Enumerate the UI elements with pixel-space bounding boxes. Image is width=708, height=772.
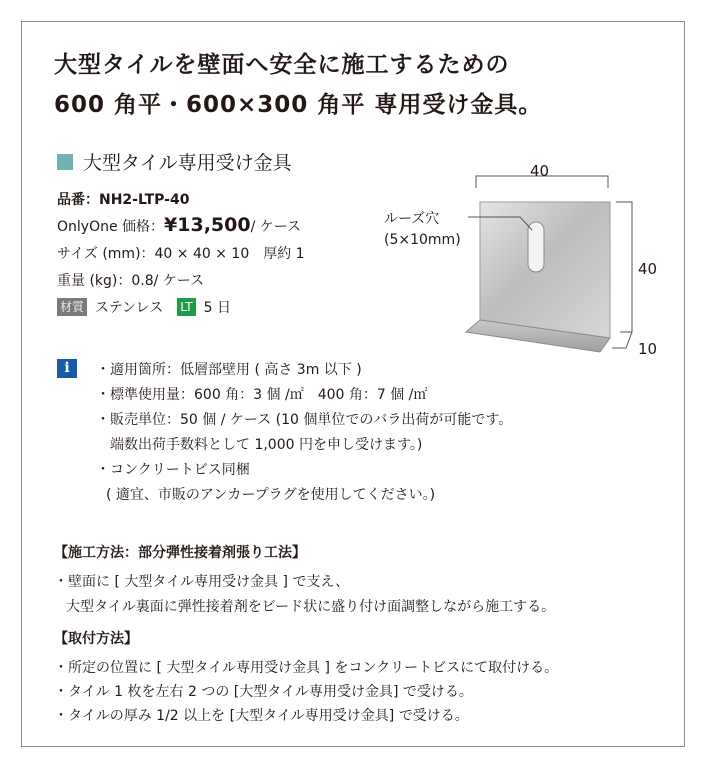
material-leadtime <box>57 297 231 317</box>
price-label: OnlyOne 価格： <box>57 219 165 235</box>
lead-time-badge: LT <box>177 298 195 316</box>
mounting-line: ・所定の位置に [ 大型タイル専用受け金具 ] をコンクリートビスにて取付ける。 <box>54 660 559 676</box>
hole-size-label: (5×10mm) <box>384 232 461 248</box>
price-line <box>57 214 301 236</box>
size-spec: サイズ (mm)：40 × 40 × 10 厚約 1 <box>57 246 305 262</box>
mounting-heading: 【取付方法】 <box>54 631 138 647</box>
material-value: ステンレス <box>95 300 164 316</box>
bracket-diagram <box>380 160 680 370</box>
material-badge: 材質 <box>57 298 87 316</box>
headline-line-2: 600 角平・600×300 角平 専用受け金具。 <box>54 92 543 118</box>
info-line: ・適用箇所：低層部壁用 ( 高さ 3m 以下 ) <box>96 362 362 378</box>
height-dimension: 40 <box>638 260 658 278</box>
info-line: ・標準使用量：600 角：3 個 /㎡ 400 角：7 個 /㎡ <box>96 387 428 403</box>
method-line-1: ・壁面に [ 大型タイル専用受け金具 ] で支え、 <box>54 574 350 590</box>
info-line: ・販売単位：50 個 / ケース (10 個単位でのバラ出荷が可能です。 <box>96 412 513 428</box>
info-line: ・コンクリートビス同梱 <box>96 462 250 478</box>
info-line: ( 適宜、市販のアンカープラグを使用してください。) <box>106 487 436 503</box>
part-number: 品番：NH2-LTP-40 <box>57 192 190 208</box>
bracket-illustration <box>380 160 680 370</box>
headline-line-1: 大型タイルを壁面へ安全に施工するための <box>54 52 510 78</box>
price-value: ¥13,500 <box>164 214 251 236</box>
info-line: 端数出荷手数料として 1,000 円を申し受けます。) <box>110 437 423 453</box>
square-bullet-icon <box>57 154 73 170</box>
hole-label: ルーズ穴 <box>384 211 440 227</box>
mounting-line: ・タイルの厚み 1/2 以上を [大型タイル専用受け金具] で受ける。 <box>54 708 469 724</box>
method-line-2: 大型タイル裏面に弾性接着剤をビード状に盛り付け面調整しながら施工する。 <box>66 599 556 615</box>
depth-dimension: 10 <box>638 340 658 358</box>
weight-spec: 重量 (kg)：0.8/ ケース <box>57 273 205 289</box>
method-heading: 【施工方法：部分弾性接着剤張り工法】 <box>54 545 306 561</box>
width-dimension: 40 <box>530 162 550 180</box>
product-title-text: 大型タイル専用受け金具 <box>83 152 292 174</box>
mounting-line: ・タイル 1 枚を左右 2 つの [大型タイル専用受け金具] で受ける。 <box>54 684 473 700</box>
lead-time-value: 5 日 <box>203 300 231 316</box>
info-icon: i <box>57 359 77 378</box>
price-unit: / ケース <box>250 219 302 235</box>
product-title <box>57 148 292 175</box>
